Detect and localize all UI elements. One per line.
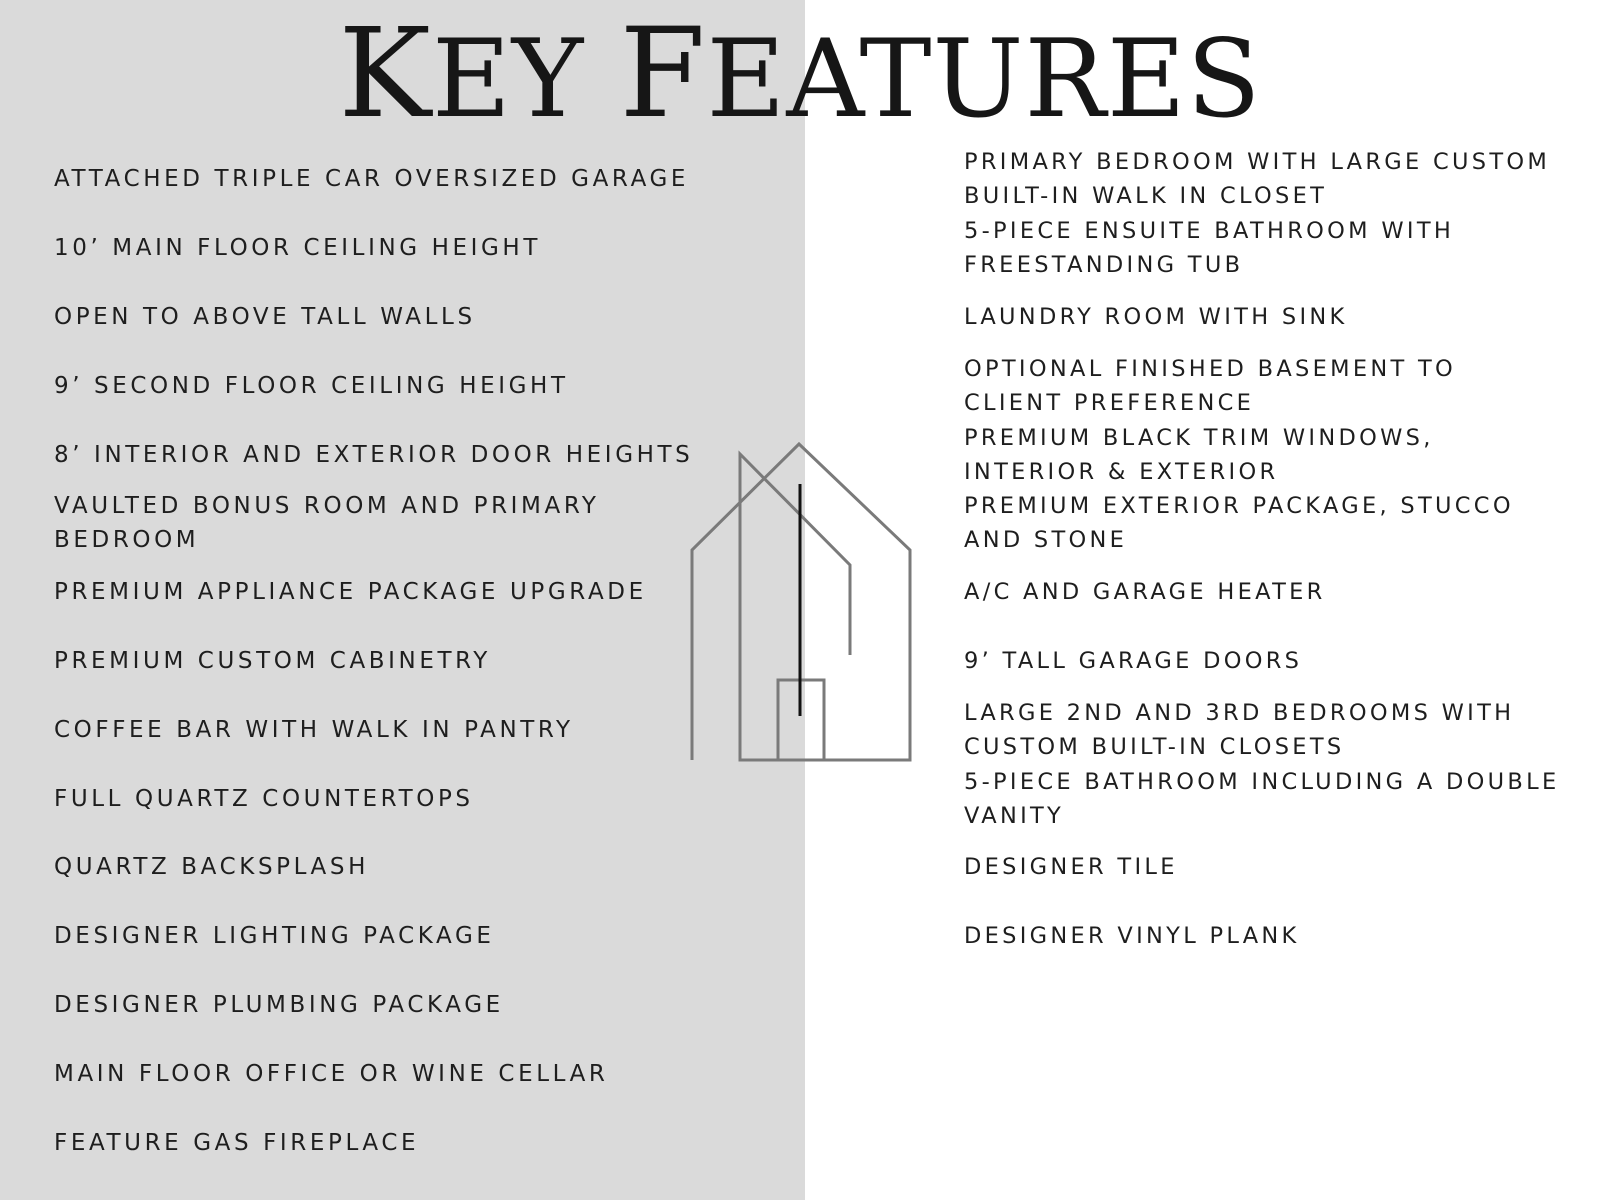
- feature-item: PREMIUM CUSTOM CABINETRY: [54, 647, 491, 674]
- feature-item: VAULTED BONUS ROOM AND PRIMARY BEDROOM: [54, 493, 600, 554]
- feature-item: DESIGNER TILE: [964, 854, 1178, 881]
- feature-item: DESIGNER PLUMBING PACKAGE: [54, 991, 504, 1018]
- feature-item: FULL QUARTZ COUNTERTOPS: [54, 785, 474, 812]
- feature-item: PREMIUM EXTERIOR PACKAGE, STUCCO AND STONE: [964, 493, 1514, 554]
- feature-item: PRIMARY BEDROOM WITH LARGE CUSTOM BUILT-IN WALK IN CLOSET: [964, 149, 1551, 210]
- feature-item: DESIGNER VINYL PLANK: [964, 923, 1300, 950]
- feature-item: 5-PIECE BATHROOM INCLUDING A DOUBLE VANITY: [964, 768, 1560, 829]
- feature-item: A/C AND GARAGE HEATER: [964, 579, 1326, 606]
- feature-item: FEATURE GAS FIREPLACE: [54, 1129, 420, 1156]
- feature-item: 10’ MAIN FLOOR CEILING HEIGHT: [54, 235, 541, 262]
- title-rest-features: EATURES: [706, 17, 1262, 142]
- feature-item: LARGE 2ND AND 3RD BEDROOMS WITH CUSTOM BUILT-IN CLOSETS: [964, 699, 1515, 760]
- right-feature-list: [964, 145, 1574, 971]
- feature-item: COFFEE BAR WITH WALK IN PANTRY: [54, 716, 574, 743]
- feature-item: 5-PIECE ENSUITE BATHROOM WITH FREESTANDING TUB: [964, 218, 1455, 279]
- feature-item: PREMIUM APPLIANCE PACKAGE UPGRADE: [54, 579, 647, 606]
- feature-item: ATTACHED TRIPLE CAR OVERSIZED GARAGE: [54, 166, 690, 193]
- title-letter-k: K: [338, 2, 432, 146]
- feature-item: LAUNDRY ROOM WITH SINK: [964, 303, 1348, 330]
- feature-item: PREMIUM BLACK TRIM WINDOWS, INTERIOR & EXTERIOR: [964, 424, 1434, 485]
- house-outline-icon: [690, 440, 920, 765]
- title-rest-key: EY: [431, 17, 585, 142]
- feature-item: 9’ TALL GARAGE DOORS: [964, 647, 1303, 674]
- page-title: [0, 2, 1600, 146]
- feature-item: OPEN TO ABOVE TALL WALLS: [54, 303, 476, 330]
- feature-item: 8’ INTERIOR AND EXTERIOR DOOR HEIGHTS: [54, 441, 694, 468]
- feature-item: 9’ SECOND FLOOR CEILING HEIGHT: [54, 372, 569, 399]
- feature-item: QUARTZ BACKSPLASH: [54, 854, 369, 881]
- feature-item: OPTIONAL FINISHED BASEMENT TO CLIENT PREFERENCE: [964, 355, 1457, 416]
- title-letter-f: F: [619, 2, 707, 146]
- feature-item: MAIN FLOOR OFFICE OR WINE CELLAR: [54, 1060, 609, 1087]
- left-feature-list: [54, 145, 754, 1177]
- feature-item: DESIGNER LIGHTING PACKAGE: [54, 923, 495, 950]
